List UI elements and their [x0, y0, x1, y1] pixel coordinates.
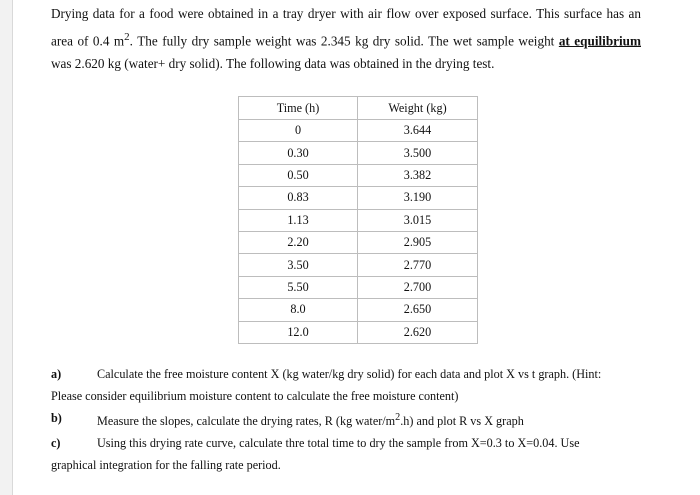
question-c-text: Using this drying rate curve, calculate thre total time to dry the sample from X=0.3 to X=0.04. Use — [97, 436, 580, 451]
question-a-label: a) — [51, 367, 62, 381]
table-row — [239, 254, 478, 276]
table-row — [239, 120, 478, 142]
weight-cell: 3.644 — [358, 120, 478, 142]
question-a — [51, 363, 633, 385]
table-row — [239, 164, 478, 186]
table-row — [239, 321, 478, 343]
time-cell: 5.50 — [239, 276, 358, 298]
question-b — [51, 407, 633, 432]
question-b-text — [97, 407, 633, 432]
time-cell: 1.13 — [239, 209, 358, 231]
intro-text-3: was 2.620 kg (water+ dry solid). The following data was obtained in the drying test. — [51, 56, 495, 72]
questions-section — [51, 363, 633, 476]
time-cell: 0.50 — [239, 164, 358, 186]
question-b-text-1: Measure the slopes, calculate the drying rates, R (kg water/m — [97, 414, 396, 429]
weight-cell: 2.770 — [358, 254, 478, 276]
drying-data-table — [238, 96, 478, 344]
weight-cell: 2.620 — [358, 321, 478, 343]
weight-cell: 3.500 — [358, 142, 478, 164]
question-c — [51, 432, 633, 454]
table-header-row — [239, 97, 478, 120]
question-a-text: Calculate the free moisture content X (kg water/kg dry solid) for each data and plot X vs t graph. (Hint: — [97, 367, 602, 381]
question-a-continuation: Please consider equilibrium moisture content to calculate the free moisture content) — [51, 389, 459, 403]
time-cell: 0.83 — [239, 187, 358, 209]
time-cell: 3.50 — [239, 254, 358, 276]
question-c-continuation: graphical integration for the falling rate period. — [51, 458, 281, 473]
weight-cell: 3.015 — [358, 209, 478, 231]
time-cell: 0.30 — [239, 142, 358, 164]
weight-column-header: Weight (kg) — [358, 97, 478, 120]
intro-paragraph — [51, 2, 641, 76]
question-c-label: c) — [51, 436, 61, 451]
question-b-label: b) — [51, 411, 62, 425]
table-body — [239, 120, 478, 344]
weight-cell: 2.905 — [358, 231, 478, 253]
table-row — [239, 187, 478, 209]
question-b-text-2: .h) and plot R vs X graph — [400, 414, 524, 429]
table-row — [239, 209, 478, 231]
time-cell: 8.0 — [239, 299, 358, 321]
question-b-exponent: 2 — [395, 412, 401, 423]
weight-cell: 3.190 — [358, 187, 478, 209]
time-cell: 12.0 — [239, 321, 358, 343]
table-row — [239, 231, 478, 253]
weight-cell: 2.650 — [358, 299, 478, 321]
equilibrium-emphasis: at equilibrium — [558, 32, 641, 48]
time-cell: 2.20 — [239, 231, 358, 253]
time-column-header: Time (h) — [239, 97, 358, 120]
time-cell: 0 — [239, 120, 358, 142]
intro-text-1: Drying data for a food were obtained in a tray dryer with air flow over exposed surface. This surface has an area of 0.4 m — [51, 6, 641, 48]
area-unit-exponent: 2 — [124, 30, 130, 43]
table-row — [239, 276, 478, 298]
table-row — [239, 299, 478, 321]
intro-text-2: . The fully dry sample weight was 2.345 kg dry solid. The wet sample weight — [129, 32, 559, 48]
document-page — [12, 0, 700, 495]
weight-cell: 3.382 — [358, 164, 478, 186]
table-row — [239, 142, 478, 164]
weight-cell: 2.700 — [358, 276, 478, 298]
